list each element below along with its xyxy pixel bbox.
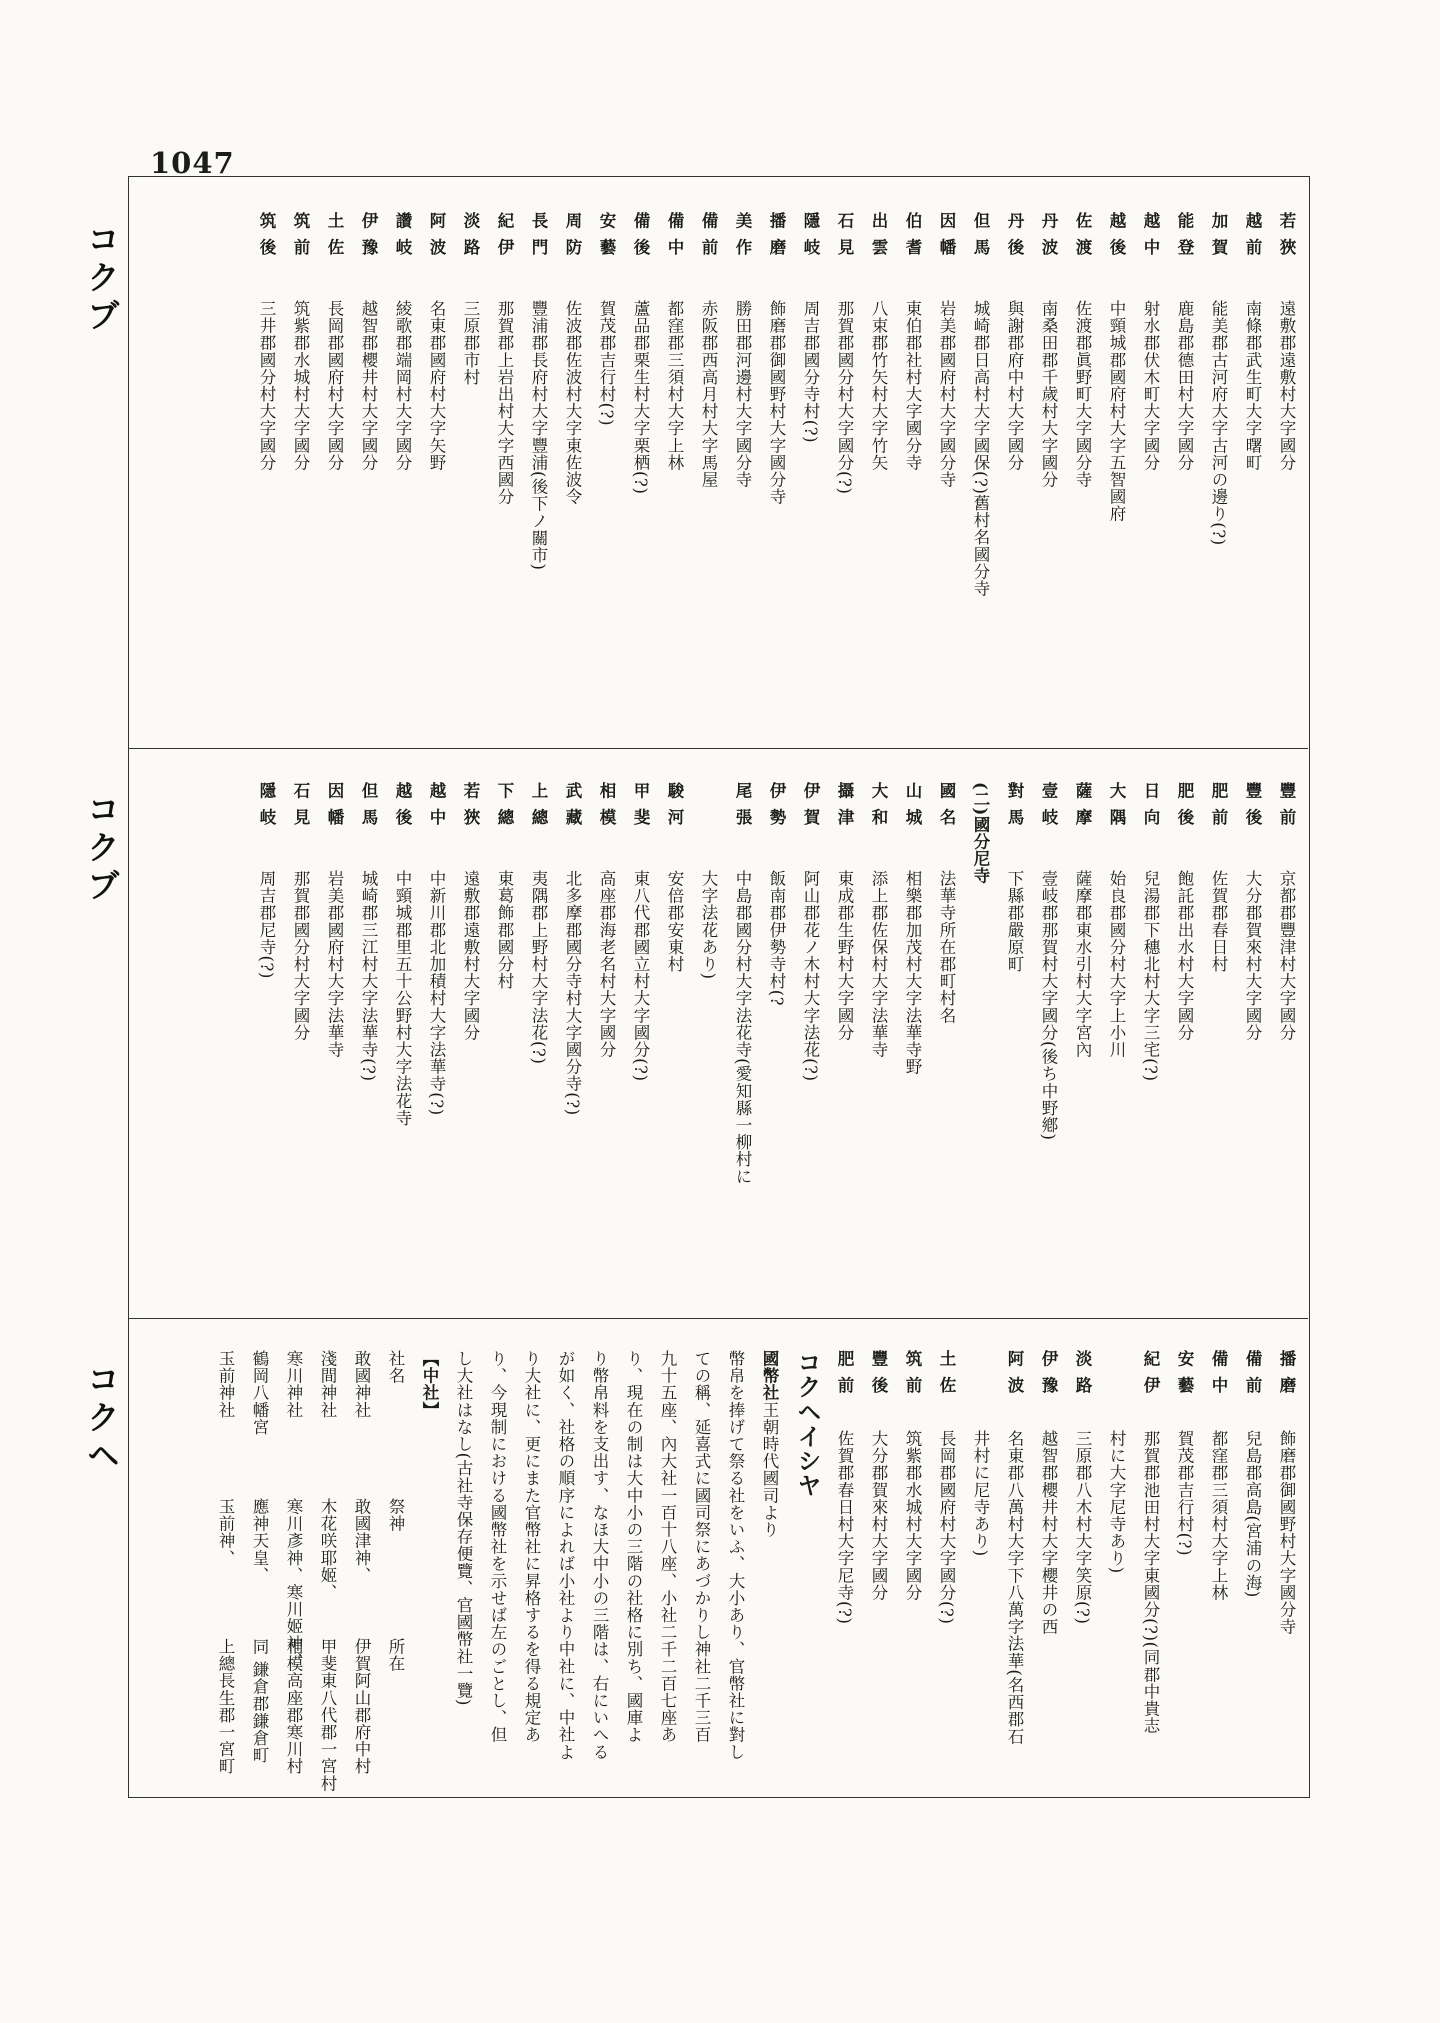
province-name: 若狹 [1277,212,1296,265]
entry-column [323,782,346,1058]
location-text: 岩美郡國府村大字法華寺 [325,870,344,1059]
location-text: 那賀郡池田村大字東國分(?)(同郡中貴志 [1141,1430,1160,1735]
entry-column [663,782,686,973]
location-text: 佐賀郡春日村 [1209,870,1228,973]
entry-column [935,782,958,1024]
location-text: 壹岐郡那賀村大字國分(後ち中野鄕) [1039,870,1058,1141]
province-name: 肥前 [835,1350,854,1403]
kokuheisha-title: コクヘイシヤ [793,1350,821,1498]
province-name: 薩摩 [1073,782,1092,835]
location-text: 相樂郡加茂村大字法華寺野 [903,870,922,1076]
location-text: 城崎郡日高村大字國保(?)舊村名國分寺 [971,300,990,598]
province-name: 淡路 [1073,1350,1092,1403]
entry-column [1207,212,1230,546]
entry-column [1241,212,1264,471]
location-text: 越智郡櫻井村大字櫻井の西 [1039,1430,1058,1636]
entry-column [935,1350,958,1625]
location-text: 高座郡海老名村大字國分 [597,870,616,1059]
province-name: 甲斐 [631,782,650,835]
province-name: 越前 [1243,212,1262,265]
province-name: 武藏 [563,782,582,835]
province-name: 駿河 [665,782,684,835]
entry-column [935,212,958,488]
shrine-name: 淺間神社 [318,1350,337,1419]
location-text: 飽託郡出水村大字國分 [1175,870,1194,1041]
province-name: 播磨 [767,212,786,265]
shrine-location: 伊賀阿山郡府中村 [352,1638,371,1775]
entry-column [1139,782,1162,1082]
province-name: 美作 [733,212,752,265]
entry-column [493,782,516,990]
shrine-location: 同 鎌倉郡鎌倉町 [250,1638,269,1764]
location-text: 井村に尼寺あり) [971,1430,990,1557]
location-text: 南桑田郡千歲村大字國分 [1039,300,1058,489]
headword-kokuhe: コクヘ [82,1362,121,1476]
deity-name: 木花咲耶姬、 [318,1498,337,1601]
location-text: 赤阪郡西高月村大字馬屋 [699,300,718,489]
location-text: 北多摩郡國分寺村大字國分寺(?) [563,870,582,1116]
entry-column [969,212,992,597]
location-text: 綾歌郡端岡村大字國分 [393,300,412,471]
province-name: 周防 [563,212,582,265]
province-name: 越後 [1107,212,1126,265]
entry-column [1241,1350,1264,1598]
deity-name: 敢國津神、 [352,1498,371,1584]
location-text: 與謝郡府中村大字國分 [1005,300,1024,471]
location-text: 遠敷郡遠敷村大字國分 [461,870,480,1041]
location-text: 岩美郡國府村大字國分寺 [937,300,956,489]
entry-column [1003,212,1026,471]
entry-column [289,212,312,471]
location-text: 南條郡武生町大字曙町 [1243,300,1262,471]
entry-column [1037,1350,1060,1635]
entry-column [1173,212,1196,471]
province-name: 但馬 [971,212,990,265]
province-name: 備中 [1209,1350,1228,1403]
section-divider-2 [128,1318,1308,1319]
province-name: 筑前 [903,1350,922,1403]
province-name: 土佐 [937,1350,956,1403]
province-name: 伊豫 [359,212,378,265]
definition-column [758,1350,781,1538]
location-text: 阿山郡花ノ木村大字法花(?) [801,870,820,1082]
province-name: 阿波 [427,212,446,265]
province-name: 丹波 [1039,212,1058,265]
location-text: 名東郡國府村大字矢野 [427,300,446,471]
entry-column [1173,782,1196,1041]
entry-column [1071,1350,1094,1625]
entry-column [1207,1350,1230,1601]
entry-column [1207,782,1230,973]
section-divider-1 [128,748,1308,749]
location-text: 八束郡竹矢村大字竹矢 [869,300,888,471]
section-kokubunji [244,212,1298,597]
shrine-name: 鶴岡八幡宮 [250,1350,269,1436]
province-name: 筑後 [257,212,276,265]
entry-column [527,782,550,1065]
entry-column [1105,782,1128,1058]
location-text: 勝田郡河邊村大字國分寺 [733,300,752,489]
location-text: 城崎郡三江村大字法華寺(?) [359,870,378,1082]
entry-column [1105,212,1128,522]
province-name: 壹岐 [1039,782,1058,835]
province-name: 伯耆 [903,212,922,265]
province-name: 讚岐 [393,212,412,265]
province-name: 國名 [937,782,956,835]
entry-column [323,212,346,471]
entry-column [255,212,278,471]
shrine-class-heading: 【中社】 [420,1350,439,1419]
entry-column [595,782,618,1058]
province-name: 長門 [529,212,548,265]
province-name: 相模 [597,782,616,835]
shrine-name: 敢國神社 [352,1350,371,1419]
province-name: 伊豫 [1039,1350,1058,1403]
shrine-location: 相模高座郡寒川村 [284,1638,303,1775]
entry-column [357,782,380,1082]
province-name: 上總 [529,782,548,835]
headword-kokubu-1: コクブ [82,222,121,336]
province-name: 出雲 [869,212,888,265]
province-name: 但馬 [359,782,378,835]
province-name: 安藝 [597,212,616,265]
location-text: 都窪郡三須村大字上林 [665,300,684,471]
location-text: 中島郡國分村大字法花寺(愛知縣一柳村に [733,870,752,1185]
entry-column [1139,212,1162,471]
entry-column [629,782,652,1082]
location-text: 佐渡郡眞野町大字國分寺 [1073,300,1092,489]
shrine-row [214,1350,237,1775]
location-text: 添上郡佐保村大字法華寺 [869,870,888,1059]
entry-column [527,212,550,571]
entry-column [1241,782,1264,1041]
shrine-row [384,1350,407,1672]
section-kokubun-niji [244,782,1298,1185]
province-name: 紀伊 [1141,1350,1160,1403]
province-name: 大和 [869,782,888,835]
location-text: 那賀郡上岩出村大字西國分 [495,300,514,506]
location-text: 佐波郡佐波村大字東佐波令 [563,300,582,506]
entry-column [425,782,448,1116]
location-text: 兒島郡高島(宮浦の海) [1243,1430,1262,1598]
entry-column [459,212,482,386]
location-text: 夷隅郡上野村大字法花(?) [529,870,548,1065]
entry-column [391,782,414,1127]
province-name: 石見 [291,782,310,835]
location-text: 大分郡賀來村大字國分 [869,1430,888,1601]
province-name: 土佐 [325,212,344,265]
province-name: 安藝 [1175,1350,1194,1403]
province-name: 豐後 [1243,782,1262,835]
location-text: 飾磨郡御國野村大字國分寺 [1277,1430,1296,1636]
province-name: 備後 [631,212,650,265]
province-name: 越後 [393,782,412,835]
location-text: 法華寺所在郡町村名 [937,870,956,1024]
province-name: 攝津 [835,782,854,835]
province-name: 肥後 [1175,782,1194,835]
location-text: 三原郡八木村大字笑原(?) [1073,1430,1092,1625]
definition-line: ての稱、延喜式に國司祭にあづかりし神社二千三百 [692,1350,711,1744]
location-text: 東伯郡社村大字國分寺 [903,300,922,471]
location-text: 中頸城郡里五十公野村大字法花寺 [393,870,412,1127]
entry-column [357,212,380,471]
shrine-location: 上總長生郡一宮町 [216,1638,235,1775]
definition-line: 王朝時代國司より [760,1401,779,1539]
entry-column [1071,782,1094,1058]
entry-column [867,1350,890,1601]
entry-column [833,1350,856,1625]
location-text: 東八代郡國立村大字國分(?) [631,870,650,1082]
entry-column [697,782,720,980]
province-name: 加賀 [1209,212,1228,265]
entry-column [833,212,856,495]
location-text: 始良郡國分村大字上小川 [1107,870,1126,1059]
entry-column [799,212,822,443]
definition-line: が如く、社格の順序によれば小社より中社に、中社よ [556,1350,575,1761]
location-text: 安倍郡安東村 [665,870,684,973]
location-text: 遠敷郡遠敷村大字國分 [1277,300,1296,471]
entry-column [459,782,482,1041]
entry-column [901,1350,924,1601]
province-name: 越中 [1141,212,1160,265]
location-text: 長岡郡國府村大字國分 [325,300,344,471]
location-text: 東成郡生野村大字國分 [835,870,854,1041]
entry-column [969,1350,992,1557]
province-name: 淡路 [461,212,480,265]
location-text: 周吉郡尼寺(?) [257,870,276,980]
entry-column [1003,782,1026,973]
province-name: 丹後 [1005,212,1024,265]
location-text: 大字法花あり) [699,870,718,980]
location-text: 鹿島郡德田村大字國分 [1175,300,1194,471]
location-text: 薩摩郡東水引村大字宮內 [1073,870,1092,1059]
definition-line: り大社に、更にまた官幣社に昇格するを得る規定あ [522,1350,541,1744]
section-kokuheisha [203,1350,1298,1792]
province-name: 佐渡 [1073,212,1092,265]
entry-column [1139,1350,1162,1734]
deity-name: 祭神 [386,1498,405,1533]
entry-column [833,782,856,1041]
location-text: 佐賀郡春日村大字尼寺(?) [835,1430,854,1625]
definition-line: り、現在の制は大中小の三階の社格に別ち、國庫よ [624,1350,643,1744]
location-text: 大分郡賀來村大字國分 [1243,870,1262,1041]
entry-column [1275,1350,1298,1635]
entry-column [1173,1350,1196,1556]
entry-column [561,782,584,1116]
kokuheisha-term: 國幣社 [760,1350,779,1402]
entry-column [1071,212,1094,488]
definition-line: 幣帛を捧げて祭る社をいふ、大小あり、官幣社に對し [726,1350,745,1761]
entry-column [765,212,788,505]
province-name: 因幡 [937,212,956,265]
province-name: 山城 [903,782,922,835]
location-text: 名東郡八萬村大字下八萬字法華(名西郡石 [1005,1430,1024,1745]
location-text: 筑紫郡水城村大字國分 [291,300,310,471]
shrine-location: 所在 [386,1638,405,1673]
entry-column [663,212,686,471]
location-text: 飾磨郡御國野村大字國分寺 [767,300,786,506]
entry-column [901,782,924,1075]
location-text: 射水郡伏木町大字國分 [1141,300,1160,471]
entry-column [1105,1350,1128,1574]
province-name: 石見 [835,212,854,265]
location-text: 越智郡櫻井村大字國分 [359,300,378,471]
province-name: 筑前 [291,212,310,265]
location-text: 那賀郡國分村大字國分(?) [835,300,854,495]
location-text: 東葛飾郡國分村 [495,870,514,990]
province-name: 尾張 [733,782,752,835]
location-text: 下縣郡嚴原町 [1005,870,1024,973]
province-name: 豐前 [1277,782,1296,835]
province-name: 越中 [427,782,446,835]
shrine-name: 寒川神社 [284,1350,303,1419]
location-text: 賀茂郡吉行村(?) [597,300,616,427]
location-text: 能美郡古河府大字古河の邊り(?) [1209,300,1228,546]
province-name: 能登 [1175,212,1194,265]
province-name: 備前 [1243,1350,1262,1403]
province-name: 播磨 [1277,1350,1296,1403]
shrine-name: 玉前神社 [216,1350,235,1419]
location-text: 長岡郡國府村大字國分(?) [937,1430,956,1625]
province-name: 大隅 [1107,782,1126,835]
entry-column [1003,1350,1026,1745]
location-text: 都窪郡三須村大字上林 [1209,1430,1228,1601]
entry-column [765,782,788,1006]
entry-column [595,212,618,426]
province-name: 下總 [495,782,514,835]
province-name: 對馬 [1005,782,1024,835]
shrine-row [248,1350,271,1764]
location-text: 京都郡豐津村大字國分 [1277,870,1296,1041]
deity-name: 玉前神、 [216,1498,235,1567]
province-name: 紀伊 [495,212,514,265]
location-text: 賀茂郡吉行村(?) [1175,1430,1194,1557]
entry-column [799,782,822,1082]
headword-kokubu-2: コクブ [82,792,121,906]
entry-column [425,212,448,471]
entry-column [1275,782,1298,1041]
province-name: 伊勢 [767,782,786,835]
location-text: 筑紫郡水城村大字國分 [903,1430,922,1601]
province-name: 豐後 [869,1350,888,1403]
province-name: 隱岐 [257,782,276,835]
location-text: 周吉郡國分寺村(?) [801,300,820,444]
location-text: 豐浦郡長府村大字豐浦(後下ノ關市) [529,300,548,571]
entry-column [391,212,414,471]
entry-column [731,212,754,488]
province-name: 隱岐 [801,212,820,265]
deity-name: 寒川彥神、寒川姬神、 [284,1498,303,1669]
location-text: 中頸城郡國府村大字五智國府 [1107,300,1126,523]
entry-column [697,212,720,488]
entry-column [901,212,924,471]
shrine-name: 社名 [386,1350,405,1385]
definition-line: り幣帛料を支出す、なほ大中小の三階は、右にいへる [590,1350,609,1761]
entry-column [255,782,278,979]
province-name: 日向 [1141,782,1160,835]
shrine-row [316,1350,339,1792]
location-text: 中新川郡北加積村大字法華寺(?) [427,870,446,1116]
entry-column [1037,782,1060,1141]
province-name: 肥前 [1209,782,1228,835]
entry-column [629,212,652,495]
province-name: 備中 [665,212,684,265]
definition-line: り、今現制における國幣社を示せば左のごとし、但 [488,1350,507,1744]
definition-line: し大社はなし(古社寺保存便覽、官國幣社一覽) [454,1350,473,1707]
location-text: 村に大字尼寺あり) [1107,1430,1126,1574]
province-name: 因幡 [325,782,344,835]
entry-column [493,212,516,505]
shrine-row [282,1350,305,1775]
province-name: 若狹 [461,782,480,835]
entry-column [1275,212,1298,471]
location-text: 蘆品郡栗生村大字栗栖(?) [631,300,650,495]
page-number: 1047 [150,146,235,180]
province-name: 阿波 [1005,1350,1024,1403]
location-text: 三井郡國分村大字國分 [257,300,276,471]
entry-column [289,782,312,1041]
entry-column [1037,212,1060,488]
province-name: 伊賀 [801,782,820,835]
province-name: 備前 [699,212,718,265]
entry-column [561,212,584,505]
shrine-row [350,1350,373,1775]
entry-column [867,782,890,1058]
deity-name: 應神天皇、 [250,1498,269,1584]
entry-column [867,212,890,471]
shrine-location: 甲斐東八代郡一宮村 [318,1638,337,1792]
location-text: 飯南郡伊勢寺村(? [767,870,786,1007]
location-text: 三原郡市村 [461,300,480,386]
location-text: 兒湯郡下穗北村大字三宅(?) [1141,870,1160,1082]
entry-column [731,782,754,1185]
definition-line: 九十五座、內大社一百十八座、小社二千二百七座あ [658,1350,677,1744]
subheading-nunnery: (二)國分尼寺 [971,782,990,885]
location-text: 那賀郡國分村大字國分 [291,870,310,1041]
